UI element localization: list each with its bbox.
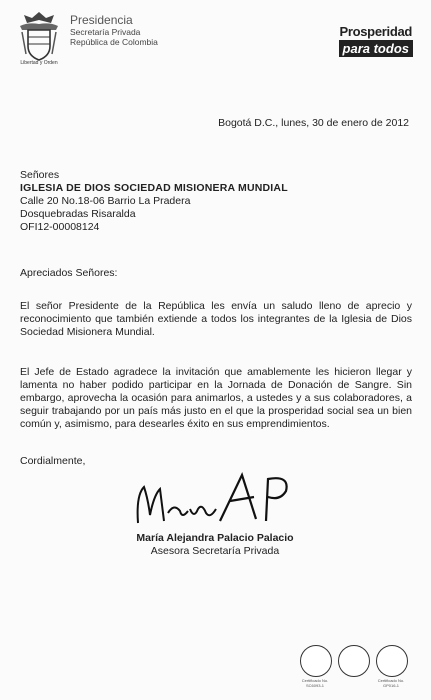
presidency-header [70, 14, 158, 47]
cert-caption-2: Certificado No. GP016-1 [377, 678, 405, 688]
signer-block [110, 532, 320, 558]
recipient-address [20, 169, 288, 234]
prosperidad-logo [339, 24, 413, 58]
presidency-title: Presidencia [70, 13, 133, 27]
signer-name: María Alejandra Palacio Palacio [136, 532, 294, 544]
icontec-cert-icon [300, 645, 332, 677]
iqnet-cert-icon [338, 645, 370, 677]
reference-number: OFI12-00008124 [20, 221, 100, 233]
body-paragraph-2: El Jefe de Estado agradece la invitación que amablemente les hicieron llegar y lamenta no haber podido participar en la Jornada de Donación de Sangre. Sin embargo, aprovecha la ocasión para animarlos, a ustedes y a sus colaboradores, a seguir trabajando por un país más justo en el que la prosperidad social sea un bien común y, asimismo, para desearles éxito en sus emprendimientos. [20, 366, 412, 430]
recipient-org: IGLESIA DE DIOS SOCIEDAD MISIONERA MUNDIAL [20, 182, 288, 194]
address-salutation: Señores [20, 169, 60, 181]
cert-caption-1: Certificado No. SC6093-1 [301, 678, 329, 688]
letter-date: Bogotá D.C., lunes, 30 de enero de 2012 [218, 117, 409, 129]
recipient-street: Calle 20 No.18-06 Barrio La Pradera [20, 195, 191, 207]
presidency-country: República de Colombia [70, 37, 158, 47]
signer-title: Asesora Secretaría Privada [150, 545, 280, 557]
handwritten-signature [130, 465, 300, 530]
logo-line-1: Prosperidad [339, 24, 413, 39]
logo-line-2: para todos [339, 40, 413, 57]
quality-cert-icon [376, 645, 408, 677]
recipient-city: Dosquebradas Risaralda [20, 208, 136, 220]
closing: Cordialmente, [20, 455, 86, 467]
body-paragraph-1: El señor Presidente de la República les envía un saludo lleno de aprecio y reconocimiento que también extiende a todos los integrantes de la Iglesia de Dios Sociedad Misionera Mundial. [20, 300, 412, 338]
presidency-office: Secretaría Privada [70, 27, 141, 37]
seal-motto: Libertad y Orden [20, 60, 58, 66]
coat-of-arms-icon [16, 10, 62, 64]
greeting: Apreciados Señores: [20, 267, 118, 279]
